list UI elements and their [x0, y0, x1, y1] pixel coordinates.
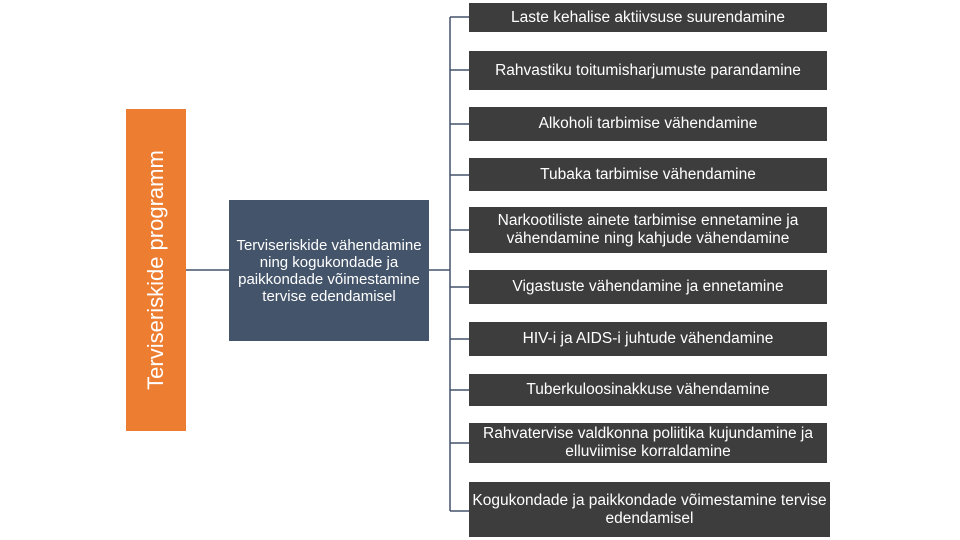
leaf-node-9: Rahvatervise valdkonna poliitika kujundamine ja elluviimise korraldamine [469, 423, 827, 463]
leaf-node-2: Rahvastiku toitumisharjumuste parandamine [469, 51, 827, 90]
root-node-label: Terviseriskide programm [143, 150, 168, 390]
middle-node: Terviseriskide vähendamine ning kogukondade ja paikkondade võimestamine tervise edendamisel [229, 200, 429, 341]
leaf-node-10: Kogukondade ja paikkondade võimestamine tervise edendamisel [469, 482, 830, 537]
leaf-node-1: Laste kehalise aktiivsuse suurendamine [469, 3, 827, 32]
leaf-node-5: Narkootiliste ainete tarbimise ennetamine ja vähendamine ning kahjude vähendamine [469, 207, 827, 253]
leaf-node-3: Alkoholi tarbimise vähendamine [469, 107, 827, 141]
leaf-node-6: Vigastuste vähendamine ja ennetamine [469, 270, 827, 304]
leaf-node-4: Tubaka tarbimise vähendamine [469, 158, 827, 191]
root-node [126, 109, 186, 431]
leaf-node-8: Tuberkuloosinakkuse vähendamine [469, 374, 827, 406]
leaf-node-7: HIV-i ja AIDS-i juhtude vähendamine [469, 322, 827, 356]
